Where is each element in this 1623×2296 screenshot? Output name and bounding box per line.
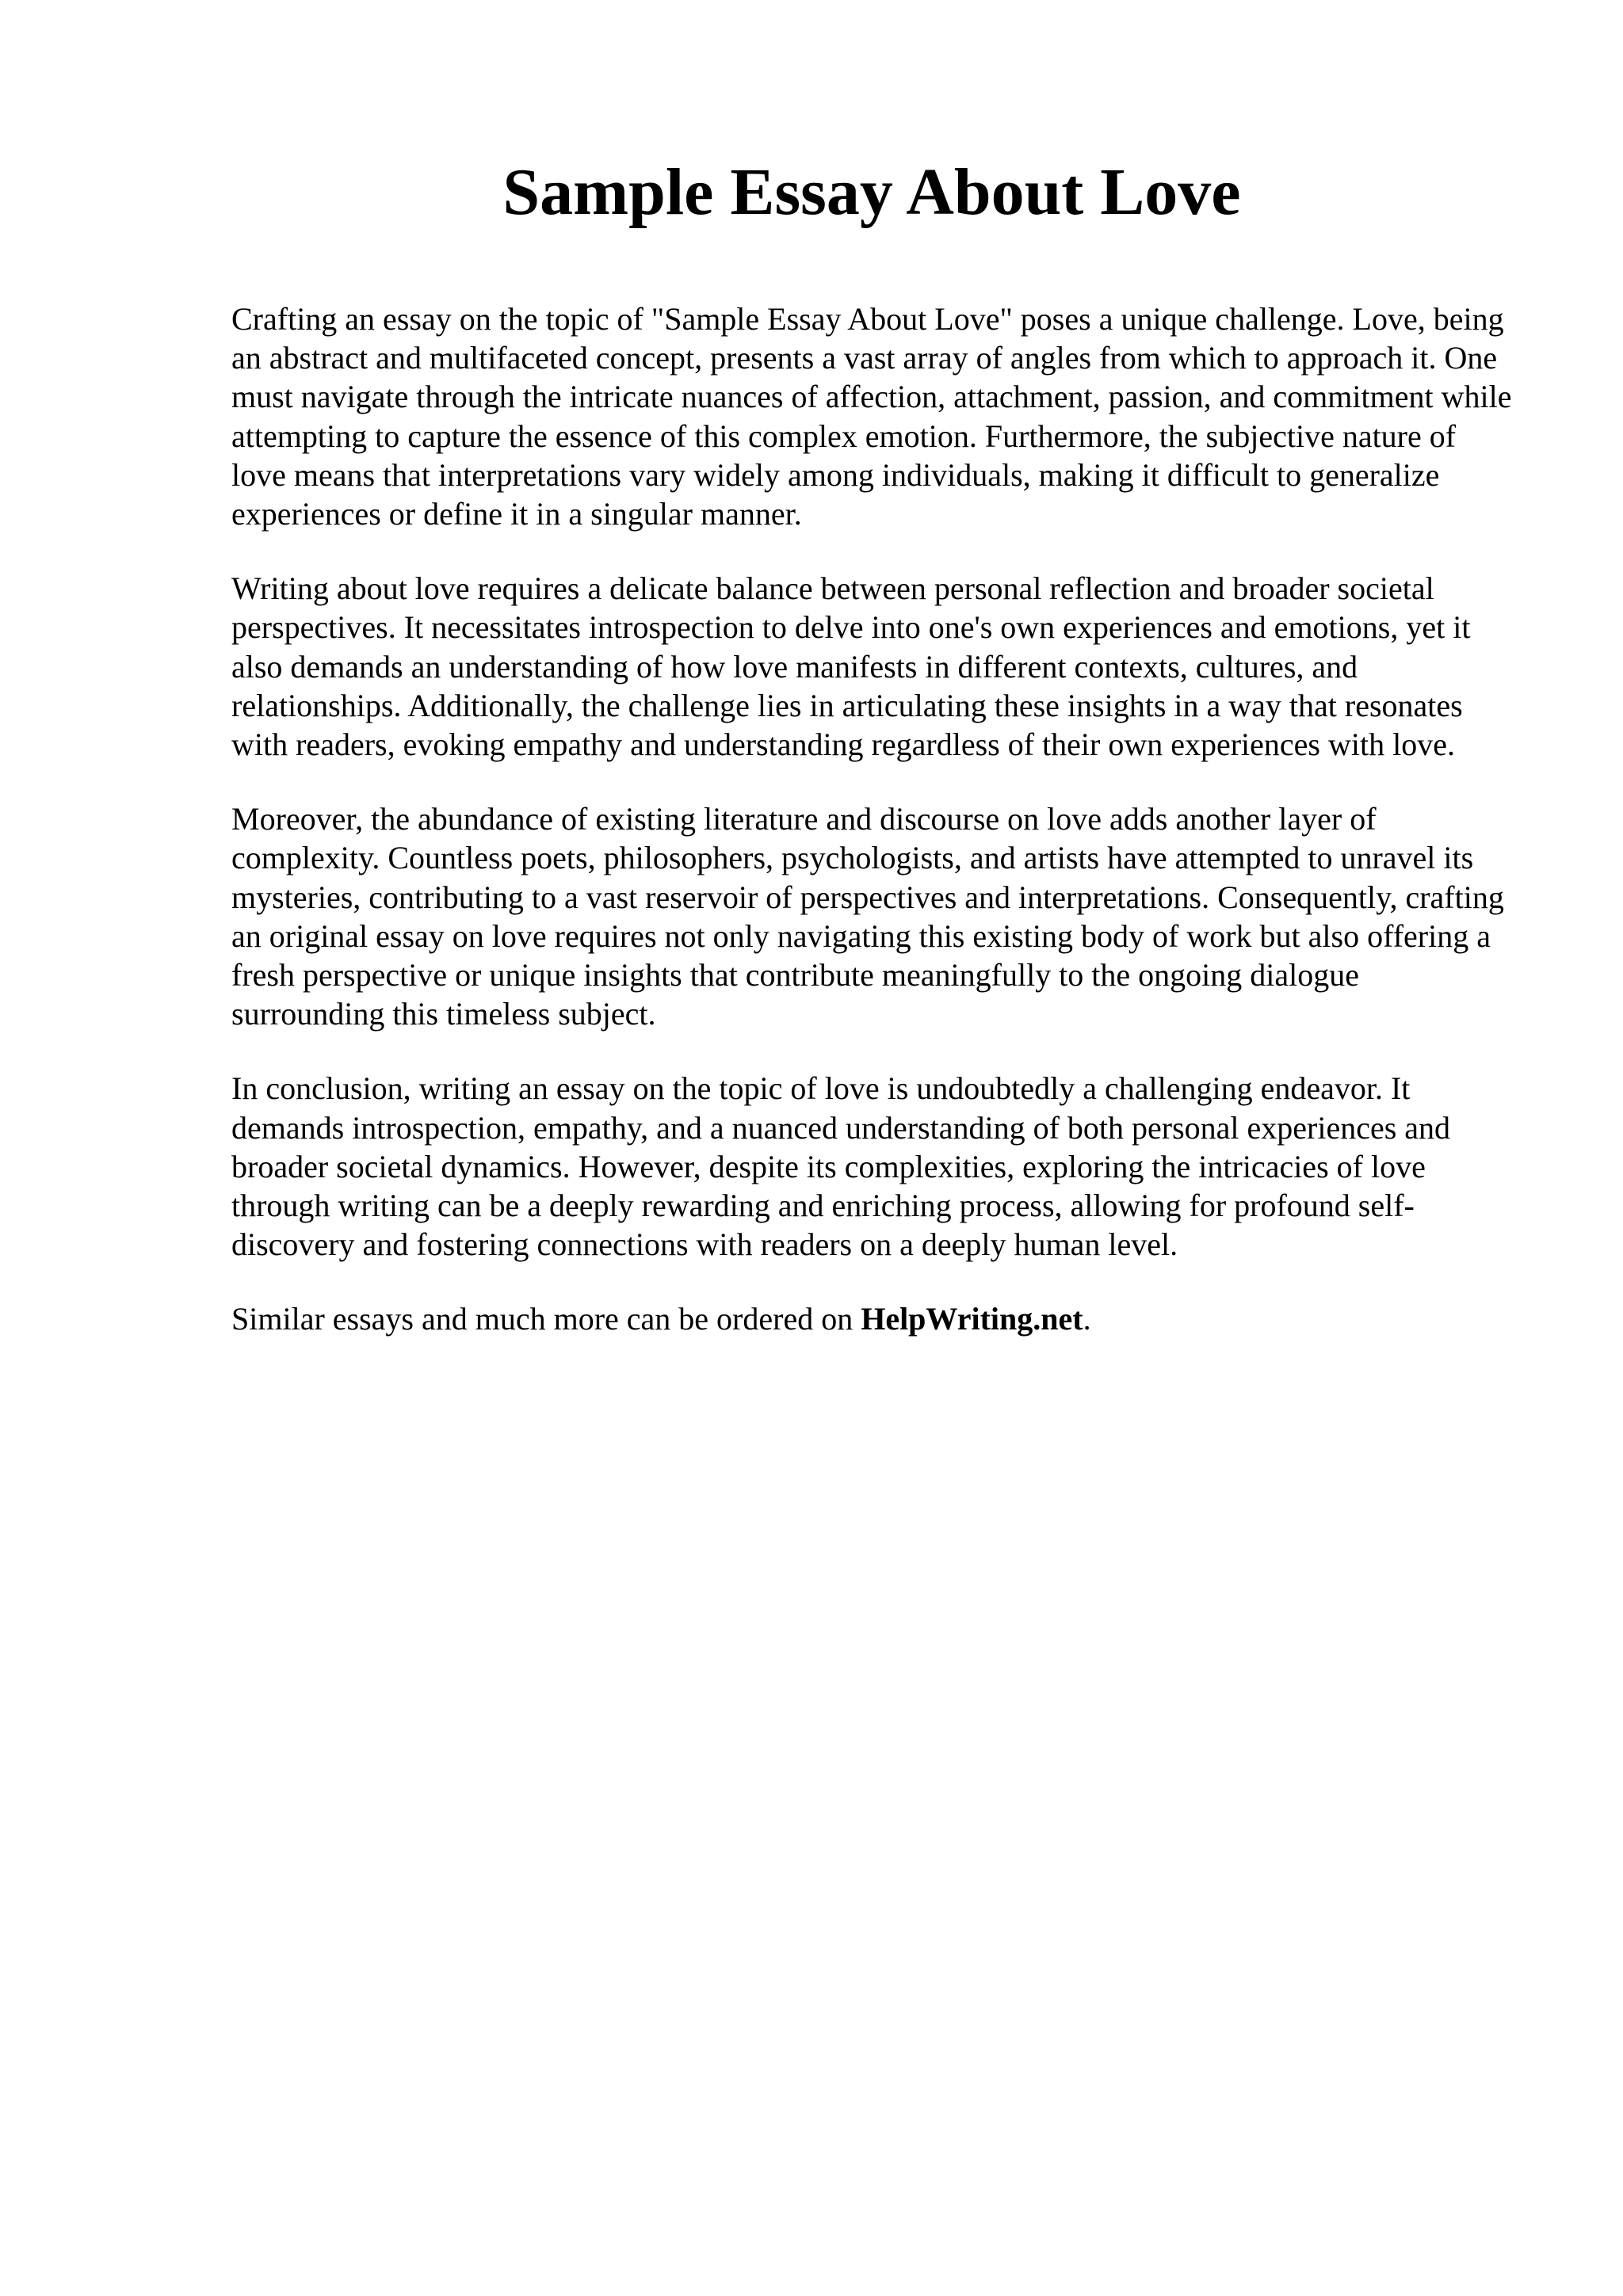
closing-line <box>231 1299 1515 1338</box>
essay-paragraph-3: Moreover, the abundance of existing literature and discourse on love adds another layer of complexity. Countless poets, philosophers, psychologists, and artists have attempted to unravel its mysteries, contributing to a vast reservoir of perspectives and interpretations. Consequently, crafting an original essay on love requires not only navigating this existing body of work but also offering a fresh perspective or unique insights that contribute meaningfully to the ongoing dialogue surrounding this timeless subject. <box>231 801 1504 1032</box>
closing-prefix: Similar essays and much more can be ordered on <box>231 1301 854 1337</box>
page-title: Sample Essay About Love <box>502 155 1241 229</box>
essay-paragraph-1: Crafting an essay on the topic of "Sample Essay About Love" poses a unique challenge. Love, being an abstract and multifaceted concept, presents a vast array of angles from which to approach it. One must navigate through the intricate nuances of affection, attachment, passion, and commitment while attempting to capture the essence of this complex emotion. Furthermore, the subjective nature of love means that interpretations vary widely among individuals, making it difficult to generalize experiences or define it in a singular manner. <box>231 301 1512 532</box>
helpwriting-brand-name: HelpWriting.net <box>861 1301 1083 1337</box>
essay-body <box>231 299 1515 1339</box>
closing-suffix: . <box>1083 1301 1091 1337</box>
essay-paragraph-2: Writing about love requires a delicate balance between personal reflection and broader societal perspectives. It necessitates introspection to delve into one's own experiences and emotions, yet it also demands an understanding of how love manifests in different contexts, cultures, and relationships. Additionally, the challenge lies in articulating these insights in a way that resonates with readers, evoking empathy and understanding regardless of their own experiences with love. <box>231 570 1471 763</box>
essay-paragraph-4: In conclusion, writing an essay on the topic of love is undoubtedly a challenging endeavor. It demands introspection, empathy, and a nuanced understanding of both personal experiences and broader societal dynamics. However, despite its complexities, exploring the intricacies of love through writing can be a deeply rewarding and enriching process, allowing for profound self-discovery and fostering connections with readers on a deeply human level. <box>231 1070 1451 1263</box>
